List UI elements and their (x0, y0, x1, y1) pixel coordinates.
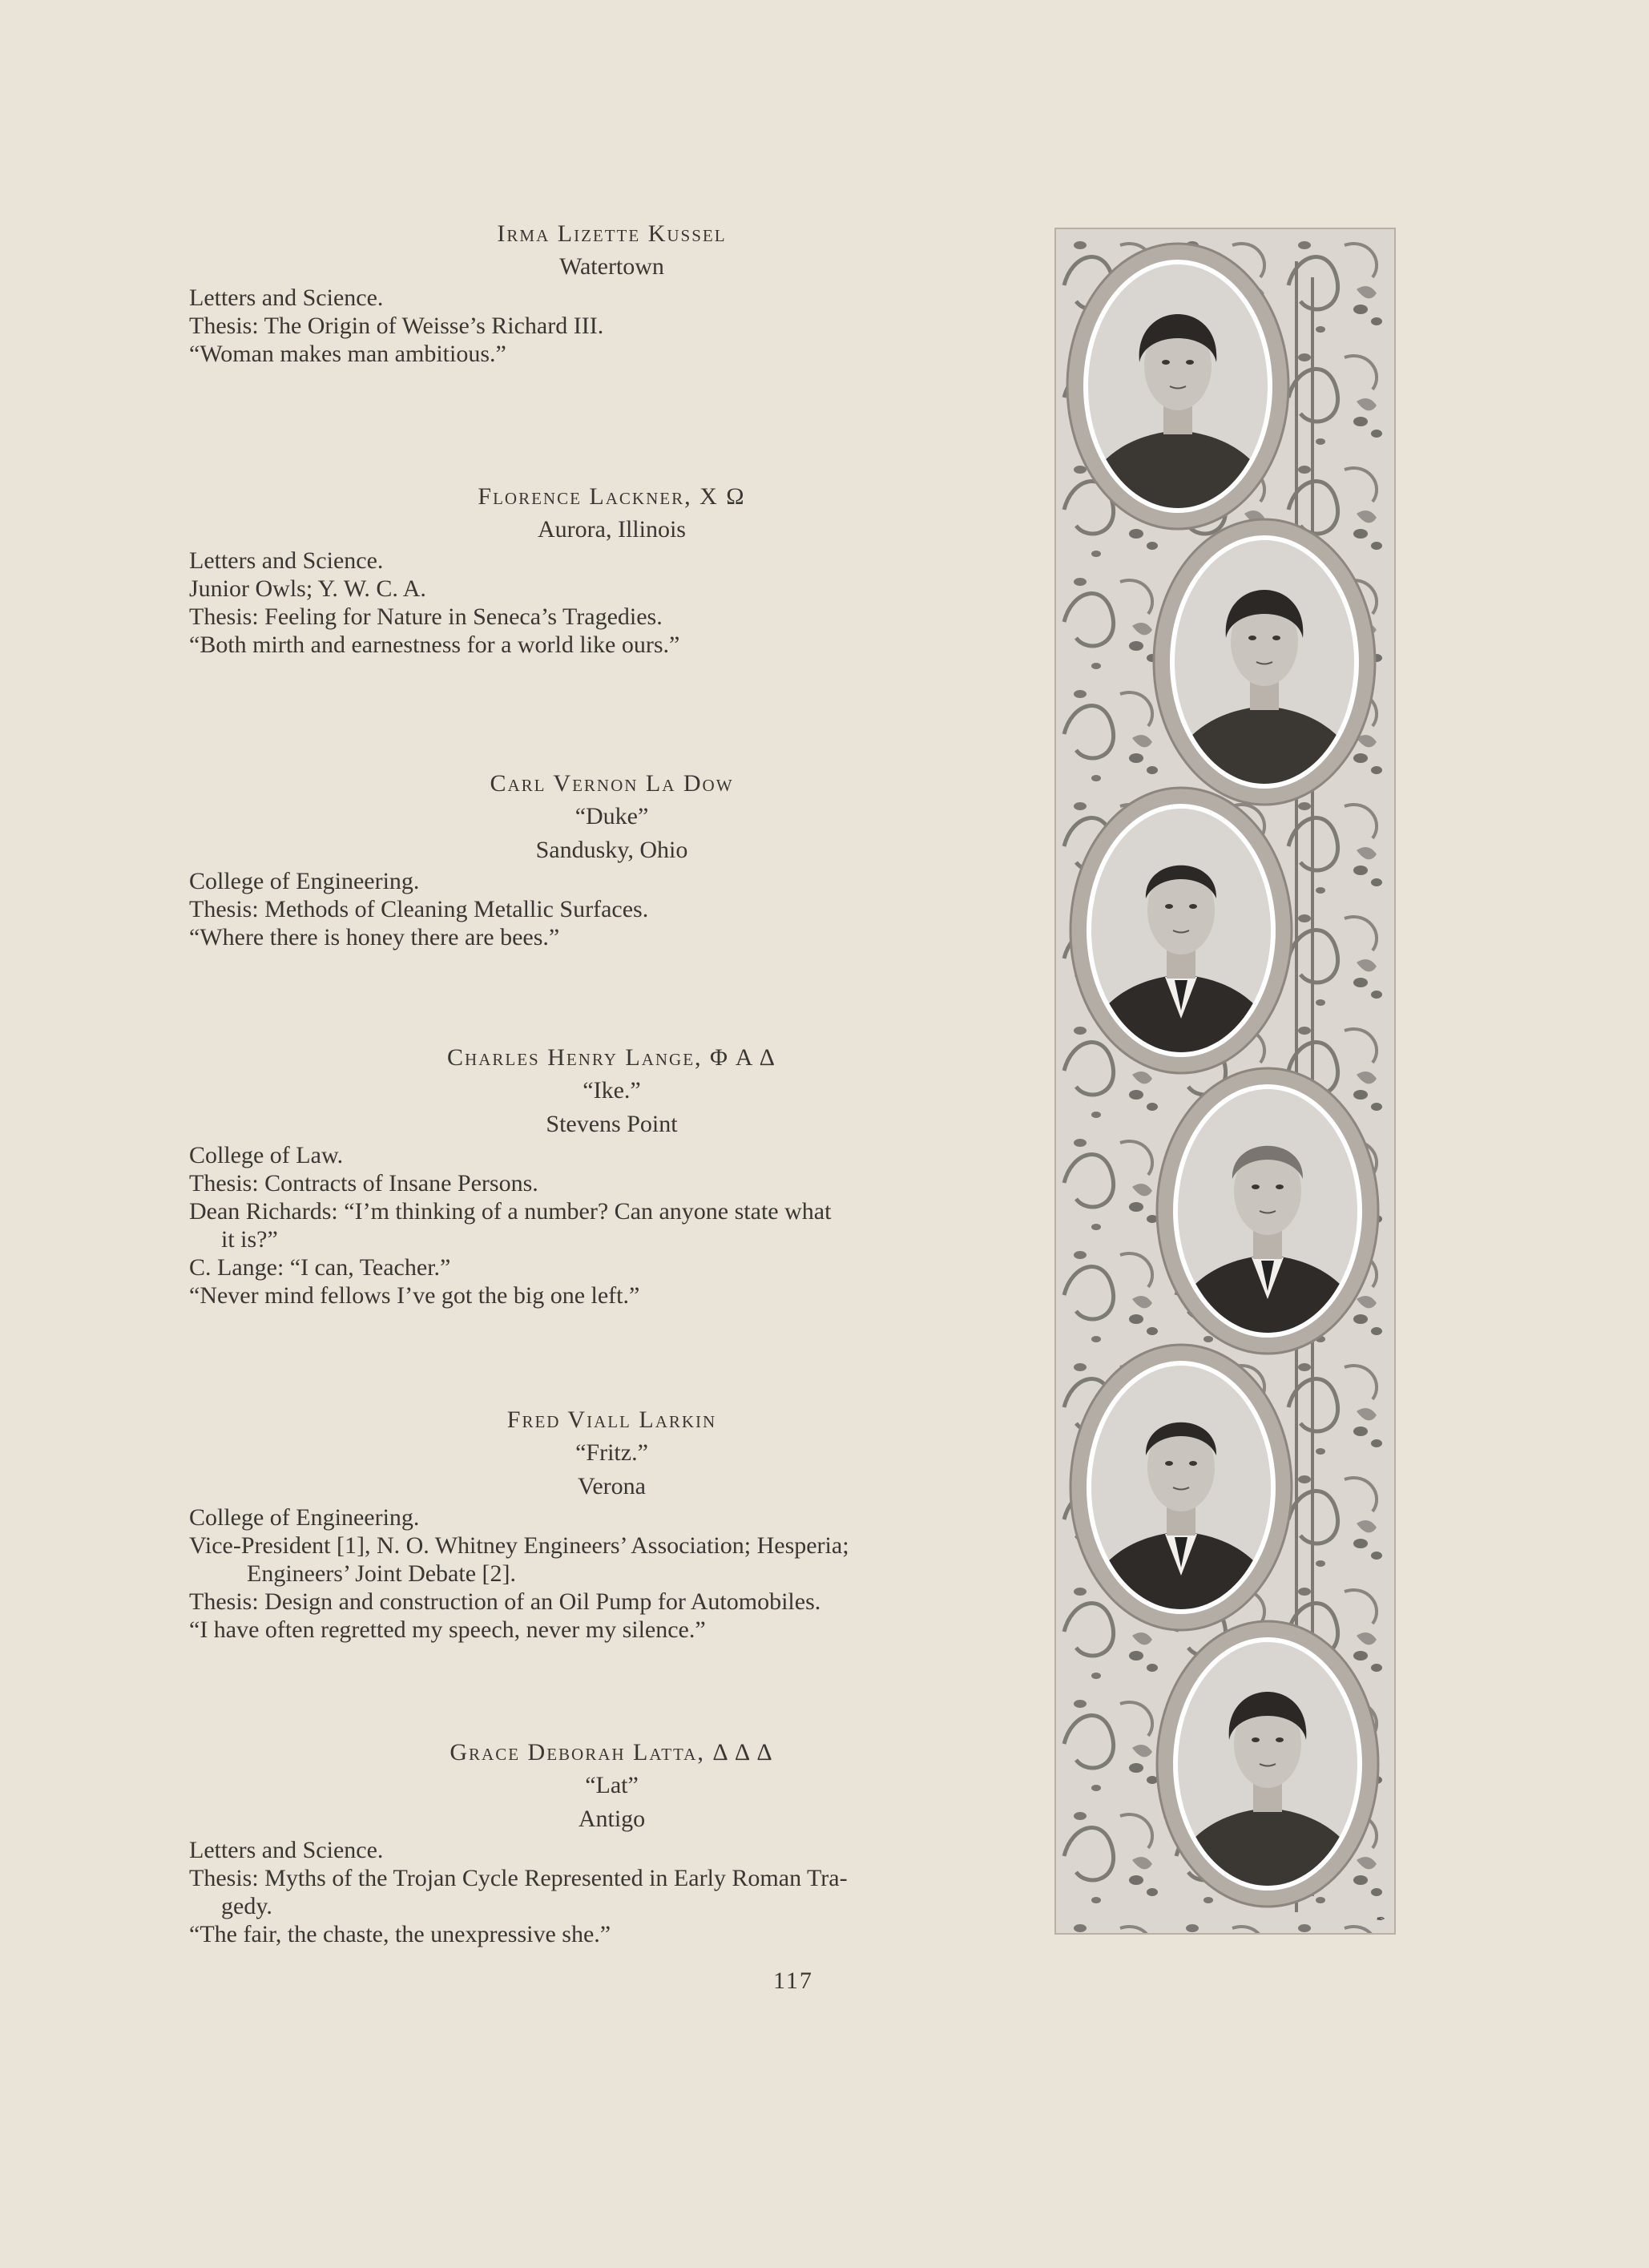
portrait-5 (1069, 1343, 1293, 1632)
entry-latta (189, 1737, 1034, 1948)
entry-name: Florence Lackner, Χ Ω (478, 483, 746, 510)
entry-nickname: “Ike.” (583, 1077, 641, 1104)
entry-line: “Where there is honey there are bees.” (189, 924, 560, 950)
portrait-3 (1069, 786, 1293, 1075)
entry-line: it is?” (221, 1226, 278, 1253)
page-number: 117 (773, 1967, 813, 1994)
entry-line: Thesis: Contracts of Insane Persons. (189, 1170, 538, 1197)
entry-name: Fred Viall Larkin (506, 1406, 717, 1433)
entry-nickname: “Duke” (575, 803, 649, 829)
entry-line: Junior Owls; Y. W. C. A. (189, 575, 426, 602)
entry-kussel (189, 218, 1034, 368)
entry-line: Engineers’ Joint Debate [2]. (247, 1560, 516, 1587)
portrait-4 (1155, 1067, 1380, 1355)
entry-larkin (189, 1404, 1034, 1644)
entry-line: “Never mind fellows I’ve got the big one left.” (189, 1282, 640, 1309)
entry-line: Vice-President [1], N. O. Whitney Engineers’ Association; Hesperia; (189, 1532, 849, 1559)
entry-line: College of Engineering. (189, 868, 420, 894)
entry-line: Thesis: Methods of Cleaning Metallic Surfaces. (189, 896, 649, 922)
entry-line: Dean Richards: “I’m thinking of a number? Can anyone state what (189, 1198, 832, 1225)
entry-line: Thesis: Design and construction of an Oil Pump for Automobiles. (189, 1588, 821, 1615)
entry-lackner (189, 481, 1034, 659)
entry-line: “I have often regretted my speech, never my silence.” (189, 1616, 706, 1643)
entry-line: Letters and Science. (189, 285, 384, 311)
entry-line: College of Engineering. (189, 1504, 420, 1531)
entry-hometown: Antigo (578, 1806, 646, 1832)
entry-line: Letters and Science. (189, 547, 384, 574)
entry-line: Thesis: Myths of the Trojan Cycle Represented in Early Roman Tra- (189, 1865, 848, 1891)
entry-line: College of Law. (189, 1142, 344, 1168)
entry-line: “Both mirth and earnestness for a world like ours.” (189, 632, 680, 658)
artist-signature: ✒ (1375, 1914, 1385, 1926)
entry-nickname: “Fritz.” (575, 1439, 648, 1466)
portrait-6 (1155, 1620, 1380, 1908)
entry-name: Carl Vernon La Dow (490, 770, 734, 797)
entry-line: Letters and Science. (189, 1837, 384, 1863)
entry-hometown: Verona (578, 1473, 646, 1499)
entry-hometown: Watertown (559, 253, 664, 280)
entry-line: C. Lange: “I can, Teacher.” (189, 1254, 451, 1281)
portrait-1 (1066, 242, 1290, 531)
entry-ladow (189, 768, 1034, 951)
entry-lange (189, 1042, 1034, 1310)
entry-line: Thesis: Feeling for Nature in Seneca’s Tragedies. (189, 603, 663, 630)
portrait-panel (1054, 228, 1396, 1935)
entry-hometown: Sandusky, Ohio (535, 837, 688, 863)
entry-line: Thesis: The Origin of Weisse’s Richard III. (189, 313, 604, 339)
entry-name: Irma Lizette Kussel (497, 220, 727, 247)
entry-nickname: “Lat” (585, 1772, 639, 1798)
entry-line: gedy. (221, 1893, 272, 1919)
entry-line: “Woman makes man ambitious.” (189, 341, 506, 367)
portrait-2 (1152, 518, 1377, 806)
entry-name: Charles Henry Lange, Φ Α Δ (447, 1044, 776, 1071)
entry-hometown: Stevens Point (546, 1111, 678, 1137)
entry-line: “The fair, the chaste, the unexpressive she.” (189, 1921, 611, 1947)
entry-hometown: Aurora, Illinois (538, 516, 686, 543)
entry-name: Grace Deborah Latta, Δ Δ Δ (450, 1739, 774, 1766)
